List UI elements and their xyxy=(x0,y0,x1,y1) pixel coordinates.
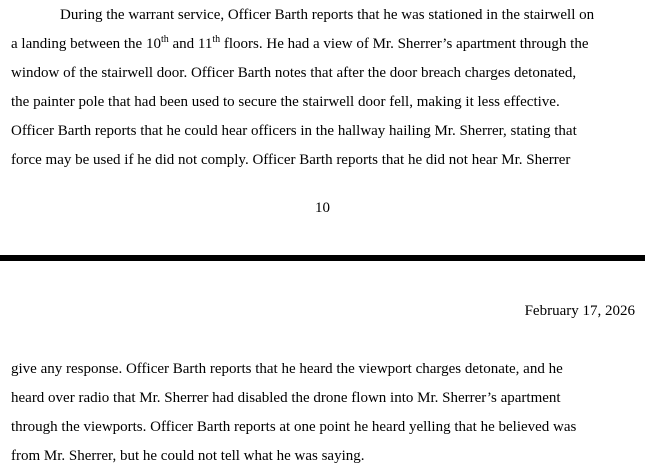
ordinal-superscript: th xyxy=(212,34,221,45)
line-text-segment: a landing between the 10 xyxy=(11,36,161,52)
line-text-segment: and 11 xyxy=(168,36,213,52)
body-paragraph-page-11 xyxy=(11,355,641,471)
paragraph-line: Officer Barth reports that he could hear officers in the hallway hailing Mr. Sherrer, stating that xyxy=(11,123,577,139)
paragraph-line: heard over radio that Mr. Sherrer had disabled the drone flown into Mr. Sherrer’s apartment xyxy=(11,390,561,406)
paragraph-line: During the warrant service, Officer Barth reports that he was stationed in the stairwell on xyxy=(60,7,595,23)
page-header-date: February 17, 2026 xyxy=(524,303,635,319)
paragraph-line: force may be used if he did not comply. Officer Barth reports that he did not hear Mr. Sherrer xyxy=(11,152,571,168)
paragraph-line: the painter pole that had been used to secure the stairwell door fell, making it less effective. xyxy=(11,94,560,110)
body-paragraph-page-10 xyxy=(11,1,641,175)
paragraph-line-with-superscripts xyxy=(11,30,641,59)
paragraph-line: from Mr. Sherrer, but he could not tell what he was saying. xyxy=(11,448,365,464)
line-text-segment: floors. He had a view of Mr. Sherrer’s apartment through the xyxy=(220,36,589,52)
paragraph-line: window of the stairwell door. Officer Barth notes that after the door breach charges detonated, xyxy=(11,65,577,81)
page-number: 10 xyxy=(315,200,330,216)
paragraph-line: give any response. Officer Barth reports that he heard the viewport charges detonate, and he xyxy=(11,361,563,377)
page-break-divider xyxy=(0,255,645,261)
ordinal-superscript: th xyxy=(160,34,169,45)
paragraph-line: through the viewports. Officer Barth reports at one point he heard yelling that he believed was xyxy=(11,419,577,435)
